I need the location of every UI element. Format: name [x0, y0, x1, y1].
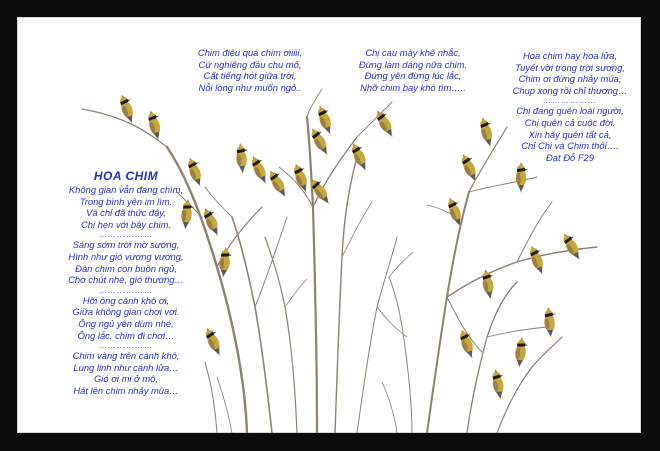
- poem-line: Tuyết vời trong trời sương,: [515, 61, 625, 73]
- poem-line: Hình như gió vương vương,: [68, 250, 184, 262]
- poem-line: Nỗi lòng như muốn ngỏ..: [198, 81, 302, 93]
- poem-line: Ông ngủ yên dùm nhé,: [78, 317, 174, 329]
- stanza-separator: ………………: [99, 230, 153, 240]
- poem-line: Hỡi ông cành khô ơi,: [82, 294, 170, 306]
- poem-line: Chị quên cả cuộc đời.: [524, 116, 616, 128]
- poem-line: Đứng yên đừng lúc lắc,: [364, 70, 462, 82]
- poem-signature: Đạt Đỗ F29: [546, 151, 594, 163]
- poem-line: Không gian vẫn đang chìm,: [68, 184, 184, 195]
- poem-line: Giữa không gian chơi vơi.: [72, 306, 180, 318]
- poem-line: Xin hãy quên tất cả,: [528, 128, 612, 140]
- poem-line: Hoa chim hay hoa lửa,: [522, 50, 617, 61]
- poem-line: Chỉ Chị và Chim thôi….: [521, 140, 619, 152]
- poem-line: Chim vàng trên cành khô,: [72, 350, 180, 362]
- poem-stanza-middle-right: [333, 47, 493, 93]
- poem-line: Đàn chim còn buồn ngủ,: [75, 262, 177, 274]
- poem-line: Nhỡ chim bay khó tìm…..: [360, 81, 466, 93]
- poem-line: Hát lên chim nhảy múa…: [73, 384, 179, 396]
- poem-line: Chụp xong rồi chỉ thương…: [512, 84, 628, 96]
- poem-line: Chị hẹn với bầy chim.: [80, 218, 172, 230]
- poem-line: Chờ chút nhé, gió thương…: [68, 274, 184, 286]
- poem-stanza-left: [31, 169, 221, 397]
- poem-line: Chị cau mày khẽ nhắc,: [365, 47, 461, 58]
- poem-line: Chị đang quên loài người,: [516, 105, 624, 117]
- poem-title: HOA CHIM: [93, 169, 159, 183]
- poem-line: Lung linh như cánh lửa…: [73, 361, 179, 373]
- poem-line: Đừng làm dáng nữa chim.: [358, 58, 468, 70]
- poem-line: Sáng sớm trời mờ sương,: [72, 239, 180, 251]
- stanza-separator: ………………: [543, 96, 597, 106]
- poem-stanza-middle-left: [165, 47, 335, 93]
- poem-line: Chim ơi đừng nhảy múa,: [518, 73, 622, 85]
- poem-line: Cứ nghiêng đầu chu mỏ,: [198, 58, 302, 70]
- photo-canvas: [17, 17, 641, 433]
- poem-line: Cất tiếng hót giữa trời,: [203, 70, 297, 82]
- poem-stanza-right: [495, 50, 641, 163]
- poem-line: Trong bình yên im lìm.: [79, 195, 173, 207]
- poem-line: Và chỉ đã thức dậy,: [86, 207, 166, 219]
- poem-line: Chim điệu quá chim ơiiiii,: [197, 47, 303, 58]
- stanza-separator: ………………: [99, 341, 153, 351]
- poem-line: Gió ơi mi ở mô,: [94, 373, 158, 385]
- stanza-separator: ………………: [99, 285, 153, 295]
- poem-line: Ông lắc, chim đi chơi…: [77, 329, 175, 341]
